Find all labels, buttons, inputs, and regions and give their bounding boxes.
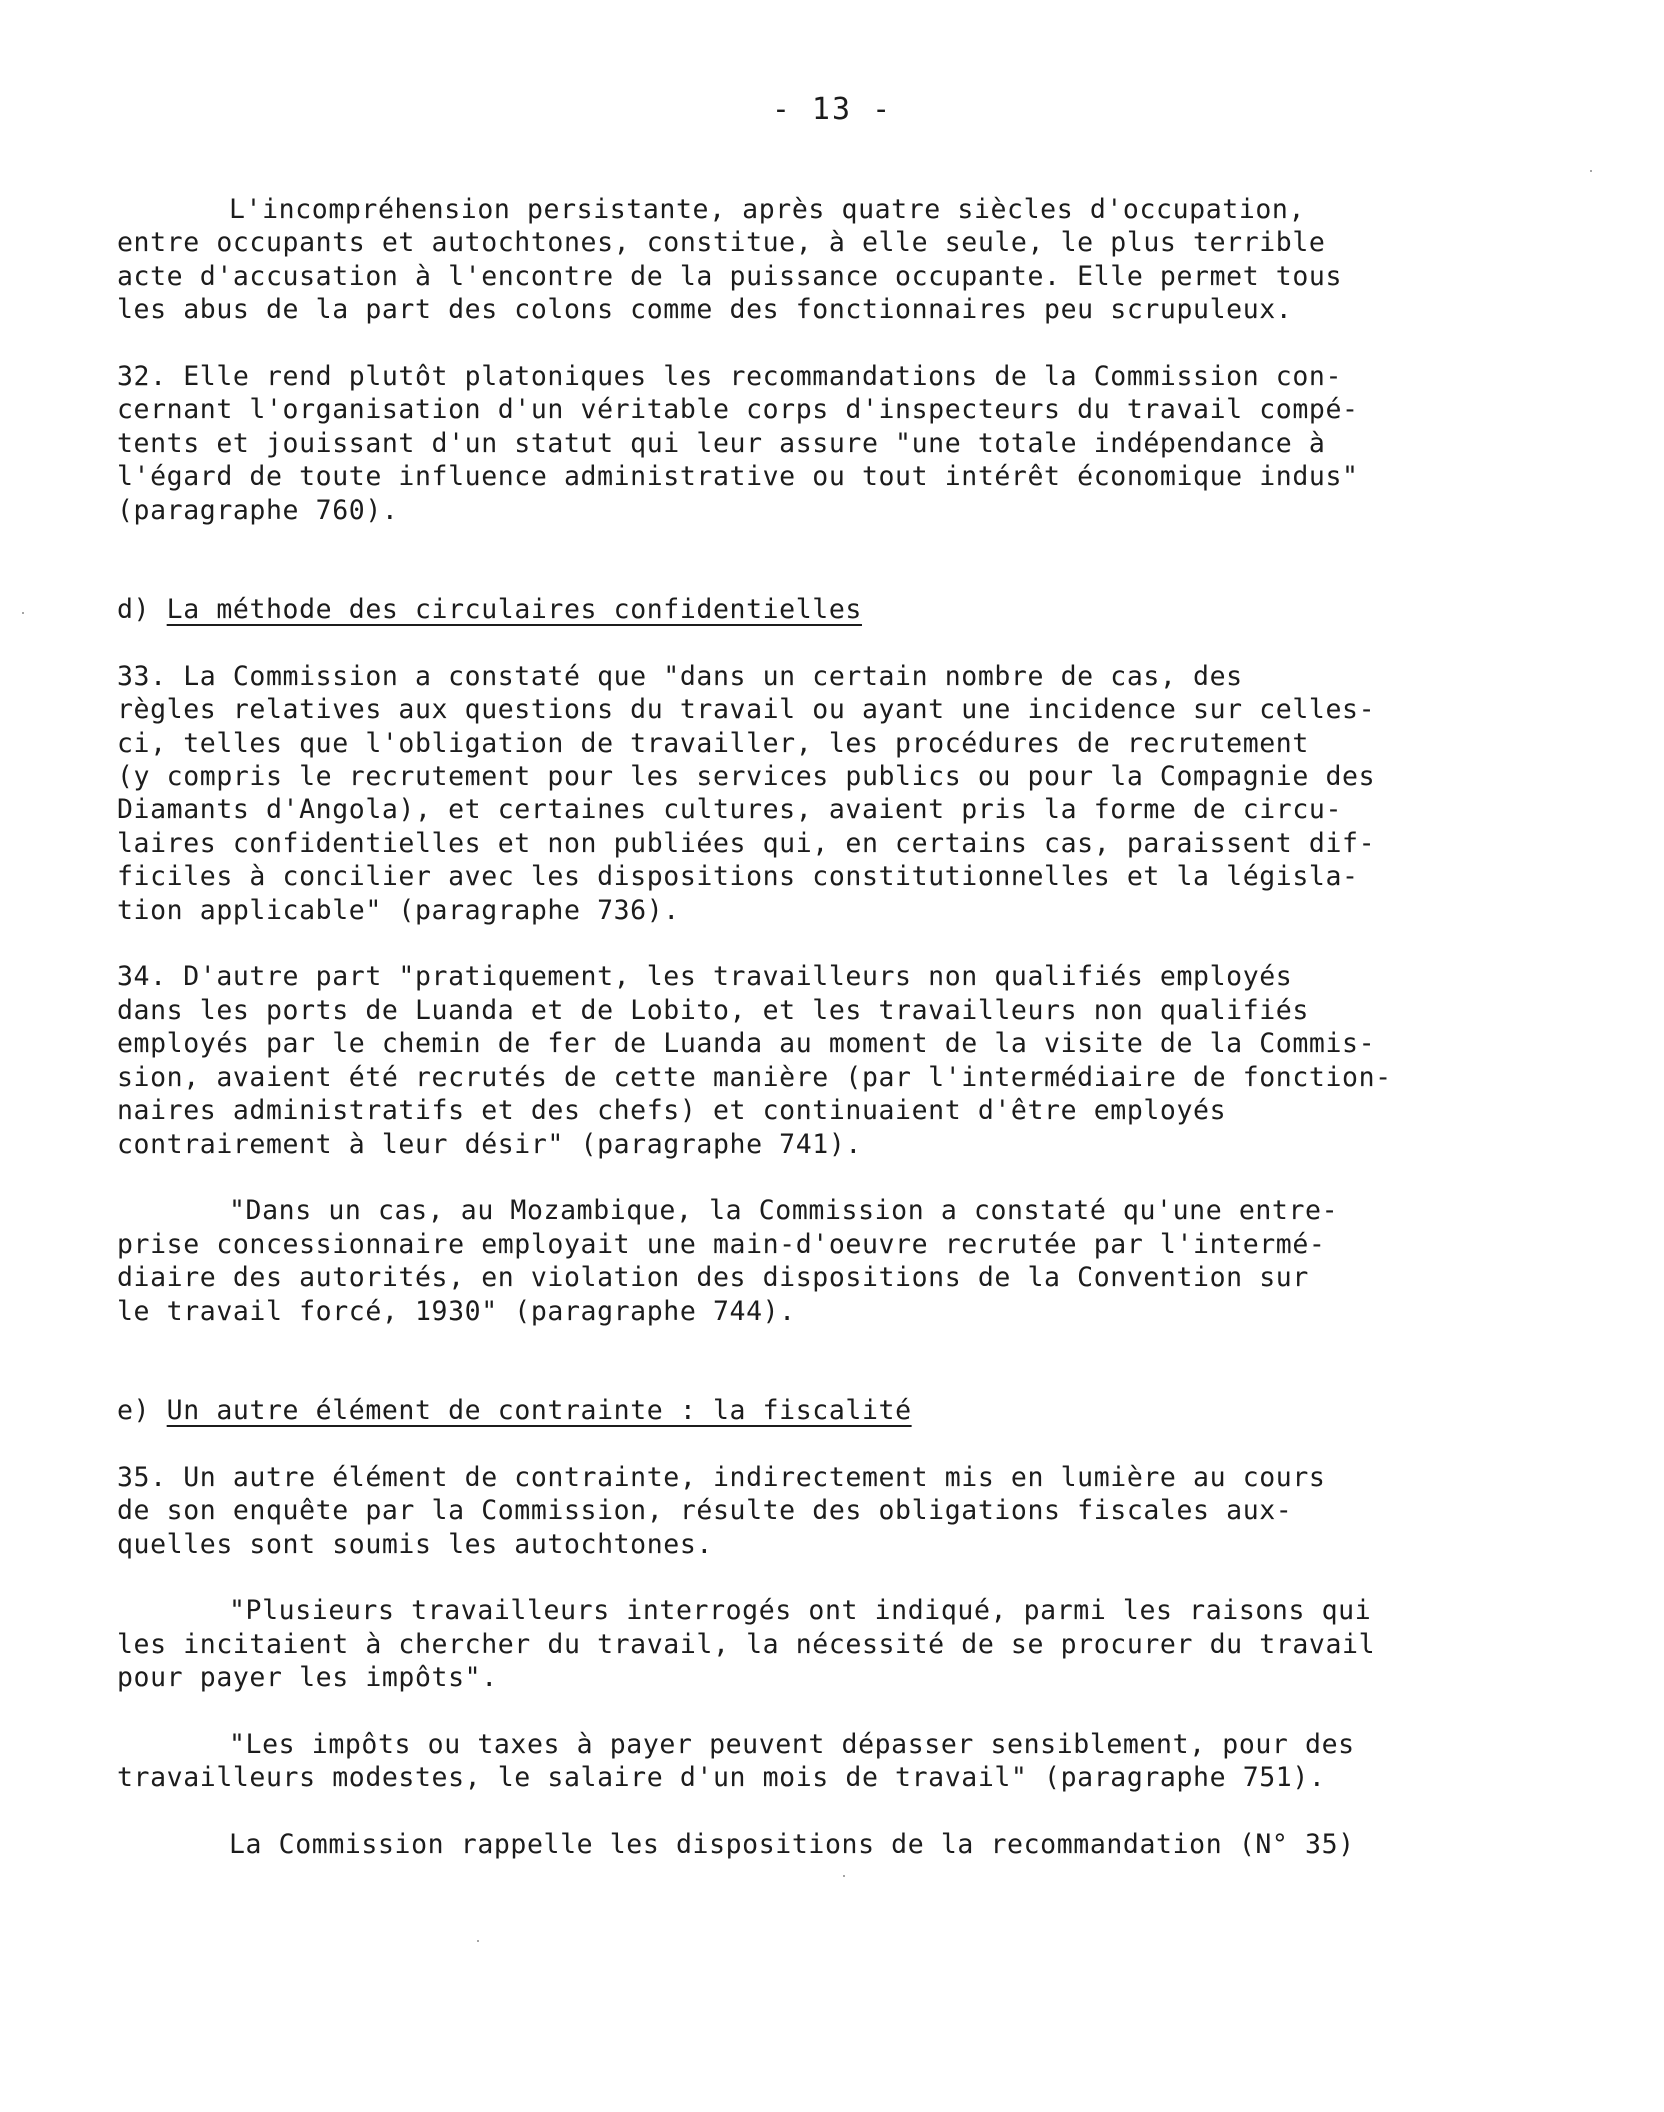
section-heading-e-title: Un autre élément de contrainte : la fiscalité (166, 1394, 912, 1426)
paragraph-35-quote-1: "Plusieurs travailleurs interrogés ont indiqué, parmi les raisons qui les incitaient à chercher du travail, la nécessité de se procurer du travail pour payer les impôts". (117, 1595, 1376, 1694)
section-heading-d-prefix: d) (117, 594, 167, 626)
paragraph-35-quote-2: "Les impôts ou taxes à payer peuvent dépasser sensiblement, pour des travailleurs modestes, le salaire d'un mois de travail" (paragraphe 751). (117, 1728, 1355, 1794)
scan-speck (477, 1940, 479, 1942)
paragraph-34: 34. D'autre part "pratiquement, les travailleurs non qualifiés employés dans les ports de Luanda et de Lobito, et les travailleurs non qualifiés employés par le chemin de fer de Luanda au moment de la visite de la Commis- sion, avaient été recrutés de cette manière (par l'intermédiaire de fonction- naires administratifs et des chefs) et continuaient d'être employés contrairement à leur désir" (paragraphe 741). (117, 961, 1392, 1160)
paragraph-35: 35. Un autre élément de contrainte, indirectement mis en lumière au cours de son enquête par la Commission, résulte des obligations fiscales aux- quelles sont soumis les autochtones. (117, 1461, 1326, 1560)
paragraph-35-closing: La Commission rappelle les dispositions de la recommandation (N° 35) (229, 1829, 1355, 1861)
paragraph-33: 33. La Commission a constaté que "dans un certain nombre de cas, des règles relatives aux questions du travail ou ayant une incidence sur celles- ci, telles que l'obligation de travailler, les procédures de recrutement (y compris le recrutement pour les services publics ou pour la Compagnie des Diamants d'Angola), et certaines cultures, avaient pris la forme de circu- laires confidentielles et non publiées qui, en certains cas, paraissent dif- ficiles à concilier avec les dispositions constitutionnelles et la législa- tion applicable" (paragraphe 736). (117, 660, 1376, 926)
paragraph-32: 32. Elle rend plutôt platoniques les recommandations de la Commission con- cernant l'organisation d'un véritable corps d'inspecteurs du travail compé- tents et jouissant d'un statut qui leur assure "une totale indépendance à l'égard de toute influence administrative ou tout intérêt économique indus" (paragraphe 760). (117, 361, 1359, 526)
scan-speck (22, 612, 24, 614)
paragraph-intro: L'incompréhension persistante, après quatre siècles d'occupation, entre occupants et autochtones, constitue, à elle seule, le plus terrible acte d'accusation à l'encontre de la puissance occupante. Elle permet tous les abus de la part des colons comme des fonctionnaires peu scrupuleux. (117, 194, 1343, 326)
section-heading-d (117, 593, 1537, 626)
document-body (117, 193, 1537, 1895)
page-number: - 13 - (771, 92, 893, 127)
scan-speck (843, 1875, 845, 1877)
scan-speck (1590, 170, 1592, 172)
paragraph-34-quote: "Dans un cas, au Mozambique, la Commission a constaté qu'une entre- prise concessionnaire employait une main-d'oeuvre recrutée par l'intermé- diaire des autorités, en violation des dispositions de la Convention sur le travail forcé, 1930" (paragraphe 744). (117, 1195, 1339, 1327)
section-heading-e-prefix: e) (117, 1394, 167, 1426)
section-heading-d-title: La méthode des circulaires confidentielles (166, 594, 862, 626)
section-heading-e (117, 1394, 1537, 1427)
